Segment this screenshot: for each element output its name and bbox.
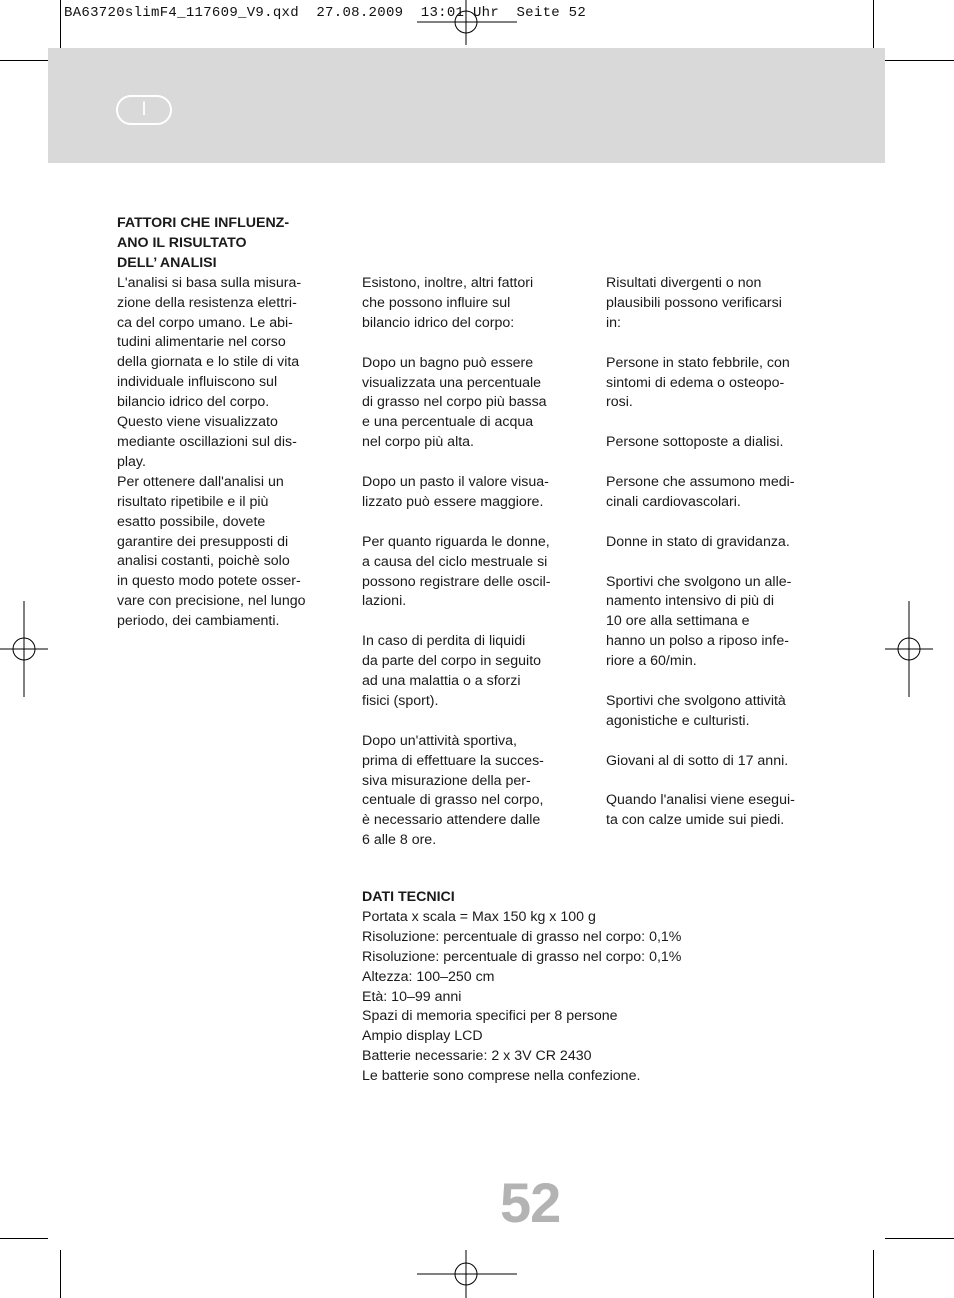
text-line: Persone in stato febbrile, con [606,354,790,371]
text-line: mediante oscillazioni sul dis- [117,433,297,450]
column-other-factors [362,274,577,851]
text-line: rosi. [606,394,633,411]
tech-line: Età: 10–99 anni [362,988,462,1005]
heading-line: ANO IL RISULTATO [117,234,247,251]
tech-heading: DATI TECNICI [362,889,455,905]
text-line: Dopo un'attività sportiva, [362,732,517,749]
text-line: riore a 60/min. [606,653,697,670]
text-line: di grasso nel corpo più bassa [362,394,547,411]
paragraph [606,573,821,673]
crop-mark-bottom-right-h [885,1238,954,1239]
section-heading [117,214,332,274]
tech-line: Le batterie sono comprese nella confezione. [362,1068,641,1085]
page-number: 52 [500,1171,561,1234]
crop-mark-bottom-left-h [0,1238,48,1239]
heading-line: DELL’ ANALISI [117,254,217,271]
text-line: Per ottenere dall'analisi un [117,473,284,490]
registration-mark-bottom [417,1250,517,1298]
tech-line: Altezza: 100–250 cm [362,968,495,985]
text-line: prima di effettuare la succes- [362,752,544,769]
text-line: cinali cardiovascolari. [606,493,741,510]
text-line: Dopo un pasto il valore visua- [362,474,549,491]
text-line: Per quanto riguarda le donne, [362,533,550,550]
text-line: è necessario attendere dalle [362,812,541,829]
registration-mark-left [0,601,48,697]
text-line: ta con calze umide sui piedi. [606,812,785,829]
crop-mark-bottom-left-v [60,1250,61,1298]
text-line: della giornata e lo stile di vita [117,354,300,371]
paragraph [606,473,821,513]
text-line: centuale di grasso nel corpo, [362,792,544,809]
header-band [48,48,885,163]
tech-line: Batterie necessarie: 2 x 3V CR 2430 [362,1048,592,1065]
paragraph [606,274,821,334]
text-line: Questo viene visualizzato [117,414,278,431]
paragraph [362,732,577,851]
crop-mark-bottom-right-v [873,1250,874,1298]
text-line: bilancio idrico del corpo: [362,314,515,331]
text-line: analisi costanti, poichè solo [117,553,290,570]
heading-line: FATTORI CHE INFLUENZ- [117,215,290,231]
tech-line: Portata x scala = Max 150 kg x 100 g [362,908,596,925]
tech-line: Risoluzione: percentuale di grasso nel corpo: 0,1% [362,928,682,945]
column-divergent-results [606,274,821,831]
text-line: zione della resistenza elettri- [117,294,297,311]
paragraph [362,533,577,613]
paragraph [606,533,821,553]
text-line: periodo, dei cambiamenti. [117,613,280,630]
crop-mark-top-right-v [873,0,874,48]
paragraph [606,692,821,732]
text-line: visualizzata una percentuale [362,374,542,391]
text-line: Persone sottoposte a dialisi. [606,434,784,451]
paragraph [606,433,821,453]
print-slug: BA63720slimF4_117609_V9.qxd 27.08.2009 13:01 Uhr Seite 52 [64,5,587,21]
text-line: 6 alle 8 ore. [362,832,437,849]
text-line: Dopo un bagno può essere [362,354,534,371]
text-line: 10 ore alla settimana e [606,613,750,630]
paragraph [362,274,577,334]
text-line: Sportivi che svolgono un alle- [606,573,792,590]
text-line: L'analisi si basa sulla misura- [117,274,302,291]
paragraph [362,632,577,712]
paragraph [606,354,821,414]
text-line: lazioni. [362,593,407,610]
text-line: bilancio idrico del corpo. [117,394,270,411]
text-line: Giovani al di sotto di 17 anni. [606,752,789,769]
text-line: nel corpo più alta. [362,434,474,451]
text-line: Risultati divergenti o non [606,275,762,291]
text-line: siva misurazione della per- [362,772,531,789]
text-line: e una percentuale di acqua [362,414,534,431]
text-line: risultato ripetibile e il più [117,493,269,510]
text-line: Persone che assumono medi- [606,474,795,491]
text-line: esatto possibile, dovete [117,513,266,530]
text-line: plausibili possono verificarsi [606,294,782,311]
crop-mark-top-right-h [885,60,954,61]
tech-line: Risoluzione: percentuale di grasso nel corpo: 0,1% [362,948,682,965]
text-line: in questo modo potete osser- [117,573,301,590]
paragraph [606,752,821,772]
text-line: individuale influiscono sul [117,374,278,391]
text-line: namento intensivo di più di [606,593,774,610]
text-line: Sportivi che svolgono attività [606,692,786,709]
text-line: Esistono, inoltre, altri fattori [362,275,534,291]
text-line: play. [117,453,146,470]
text-line: Donne in stato di gravidanza. [606,533,790,550]
text-line: ad una malattia o a sforzi [362,673,521,690]
text-line: vare con precisione, nel lungo [117,593,306,610]
text-line: ca del corpo umano. Le abi- [117,314,293,331]
text-line: Quando l'analisi viene esegui- [606,792,795,809]
text-line: garantire dei presupposti di [117,533,289,550]
section-factors [117,214,332,632]
text-line: tudini alimentarie nel corso [117,334,286,351]
paragraph [362,473,577,513]
text-line: da parte del corpo in seguito [362,653,542,670]
crop-mark-top-left-v [60,0,61,48]
text-line: possono registrare delle oscil- [362,573,551,590]
technical-data [362,888,782,1087]
text-line: sintomi di edema o osteopo- [606,374,785,391]
text-line: lizzato può essere maggiore. [362,493,544,510]
tech-line: Ampio display LCD [362,1028,483,1045]
text-line: hanno un polso a riposo infe- [606,633,789,650]
registration-mark-right [885,601,933,697]
text-line: In caso di perdita di liquidi [362,633,526,650]
text-line: agonistiche e culturisti. [606,712,750,729]
text-line: in: [606,314,621,331]
text-line: a causa del ciclo mestruale si [362,553,548,570]
language-badge: I [116,95,172,125]
paragraph [606,791,821,831]
crop-mark-top-left-h [0,60,48,61]
text-line: fisici (sport). [362,692,439,709]
paragraph [362,354,577,454]
text-line: che possono influire sul [362,294,511,311]
tech-line: Spazi di memoria specifici per 8 persone [362,1008,618,1025]
